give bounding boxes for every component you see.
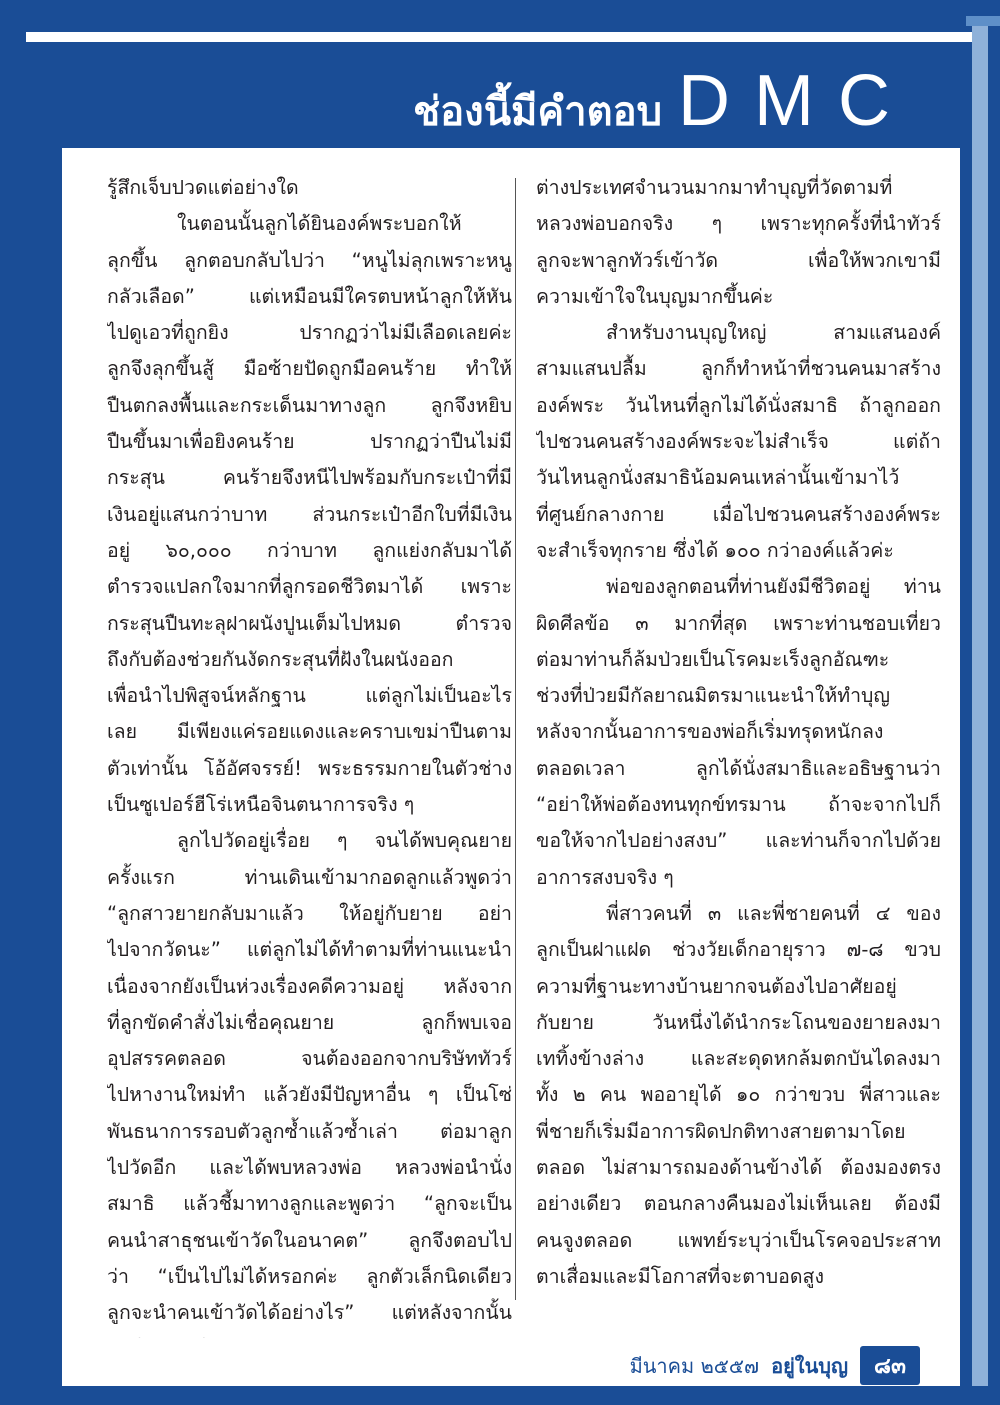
article-line: เททิ้งข้างล่าง และสะดุดหกล้มตกบันไดลงมา: [536, 1047, 941, 1071]
article-line: ตำรวจแปลกใจมากที่ลูกรอดชีวิตมาได้ เพราะ: [107, 575, 512, 599]
article-line: ความที่ฐานะทางบ้านยากจนต้องไปอาศัยอยู่: [536, 974, 897, 998]
footer-date: มีนาคม ๒๕๕๗: [629, 1353, 760, 1378]
article-line: ตลอดเวลา ลูกได้นั่งสมาธิและอธิษฐานว่า: [536, 756, 941, 780]
article-line: ลูกจึงลุกขึ้นสู้ มือซ้ายปัดถูกมือคนร้าย ทำให้: [107, 357, 512, 381]
article-line: เนื่องจากยังเป็นห่วงเรื่องคดีความอยู่ หลังจาก: [107, 974, 512, 998]
article-line: วันไหนลูกนั่งสมาธิน้อมคนเหล่านั้นเข้ามาไว้: [536, 466, 900, 490]
article-line: ไปวัดอีก และได้พบหลวงพ่อ หลวงพ่อนำนั่ง: [107, 1156, 512, 1180]
article-line: ลูกไปวัดอยู่เรื่อย ๆ จนได้พบคุณยาย: [177, 829, 512, 853]
article-line: ไปชวนคนสร้างองค์พระจะไม่สำเร็จ แต่ถ้า: [536, 430, 941, 454]
column-divider: [515, 178, 516, 1300]
article-line: ช่วงที่ป่วยมีกัลยาณมิตรมาแนะนำให้ทำบุญ: [536, 684, 891, 708]
article-line: “อย่าให้พ่อต้องทนทุกข์ทรมาน ถ้าจะจากไปก็: [536, 793, 941, 817]
left-border: [0, 0, 62, 1405]
article-line: คนนำสาธุชนเข้าวัดในอนาคต” ลูกจึงตอบไป: [107, 1228, 512, 1252]
page-number: ๘๓: [860, 1346, 920, 1385]
article-line: อยู่ ๖๐,๐๐๐ กว่าบาท ลูกแย่งกลับมาได้: [107, 538, 512, 562]
article-line: เพื่อนำไปพิสูจน์หลักฐาน แต่ลูกไม่เป็นอะไร: [107, 684, 512, 708]
section-title-dmc: DMC: [678, 61, 914, 141]
article-line: ปืนตกลงพื้นและกระเด็นมาทางลูก ลูกจึงหยิบ: [107, 393, 512, 417]
article-line: เลย มีเพียงแค่รอยแดงและคราบเขม่าปืนตาม: [107, 720, 512, 744]
page-footer: [630, 1346, 920, 1385]
article-line: ตลอด ไม่สามารถมองด้านข้างได้ ต้องมองตรง: [536, 1156, 941, 1180]
article-line: กระสุนปืนทะลุฝาผนังปูนเต็มไปหมด ตำรวจ: [107, 611, 512, 635]
article-line: สามแสนปลื้ม ลูกก็ทำหน้าที่ชวนคนมาสร้าง: [536, 357, 941, 381]
header-rule: [26, 32, 972, 42]
article-line: ลูกเป็นฝาแฝด ช่วงวัยเด็กอายุราว ๗-๘ ขวบ: [536, 938, 941, 962]
article-line: เงินอยู่แสนกว่าบาท ส่วนกระเป๋าอีกใบที่มีเงิน: [107, 502, 512, 526]
section-title-thai: ช่องนี้มีคำตอบ: [413, 89, 663, 135]
article-line: ที่ลูกขัดคำสั่งไม่เชื่อคุณยาย ลูกก็พบเจอ: [107, 1010, 512, 1034]
article-line: ว่า “เป็นไปไม่ได้หรอกค่ะ ลูกตัวเล็กนิดเดียว: [107, 1264, 512, 1288]
header-rule-accent: [966, 16, 1000, 26]
article-line: สมาธิ แล้วชี้มาทางลูกและพูดว่า “ลูกจะเป็น: [107, 1192, 512, 1216]
bottom-border: [0, 1386, 1000, 1405]
article-line: ต่อมาท่านก็ล้มป่วยเป็นโรคมะเร็งลูกอัณฑะ: [536, 647, 890, 671]
article-line: ขอให้จากไปอย่างสงบ” และท่านก็จากไปด้วย: [536, 829, 941, 853]
article-line: พี่ชายก็เริ่มมีอาการผิดปกติทางสายตามาโดย: [536, 1119, 906, 1143]
article-line: ไปจากวัดนะ” แต่ลูกไม่ได้ทำตามที่ท่านแนะนำ: [107, 938, 512, 962]
right-border-accent: [972, 26, 988, 1405]
page-body: [62, 148, 960, 1338]
article-line: องค์พระ วันไหนที่ลูกไม่ได้นั่งสมาธิ ถ้าลูกออก: [536, 393, 941, 417]
footer-magazine-name: อยู่ในบุญ: [771, 1353, 848, 1378]
article-line: จะสำเร็จทุกราย ซึ่งได้ ๑๐๐ กว่าองค์แล้วค่ะ: [536, 538, 894, 562]
article-line: กลัวเลือด” แต่เหมือนมีใครตบหน้าลูกให้หัน: [107, 284, 512, 308]
article-line: กับยาย วันหนึ่งได้นำกระโถนของยายลงมา: [536, 1010, 941, 1034]
article-line: สำหรับงานบุญใหญ่ สามแสนองค์: [606, 321, 941, 345]
article-line: พันธนาการรอบตัวลูกซ้ำแล้วซ้ำเล่า ต่อมาลูก: [107, 1119, 512, 1143]
article-line: หลวงพ่อบอกจริง ๆ เพราะทุกครั้งที่นำทัวร์: [536, 212, 941, 236]
article-line: ไปดูเอวที่ถูกยิง ปรากฏว่าไม่มีเลือดเลยค่ะ: [107, 321, 512, 345]
article-line: กระสุน คนร้ายจึงหนีไปพร้อมกับกระเป๋าที่มี: [107, 466, 512, 490]
article-line: ถึงกับต้องช่วยกันงัดกระสุนที่ฝังในผนังออก: [107, 647, 454, 671]
article-line: ไปหางานใหม่ทำ แล้วยังมีปัญหาอื่น ๆ เป็นโซ่: [107, 1083, 512, 1107]
article-line: ในตอนนั้นลูกได้ยินองค์พระบอกให้: [177, 212, 462, 236]
article-line: ลุกขึ้น ลูกตอบกลับไปว่า “หนูไม่ลุกเพราะหนู: [107, 248, 512, 272]
article-line: ครั้งแรก ท่านเดินเข้ามากอดลูกแล้วพูดว่า: [107, 865, 512, 889]
article-line: เป็นซูเปอร์ฮีโร่เหนือจินตนาการจริง ๆ: [107, 793, 415, 817]
article-line: ปืนขึ้นมาเพื่อยิงคนร้าย ปรากฏว่าปืนไม่มี: [107, 430, 512, 454]
article-line: อาการสงบจริง ๆ: [536, 865, 674, 889]
article-line: อย่างเดียว ตอนกลางคืนมองไม่เห็นเลย ต้องมี: [536, 1192, 941, 1216]
article-line: พ่อของลูกตอนที่ท่านยังมีชีวิตอยู่ ท่าน: [606, 575, 941, 599]
article-line: อุปสรรคตลอด จนต้องออกจากบริษัททัวร์: [107, 1047, 512, 1071]
article-line: ต่างประเทศจำนวนมากมาทำบุญที่วัดตามที่: [536, 176, 893, 199]
article-line: ความเข้าใจในบุญมากขึ้นค่ะ: [536, 284, 774, 308]
article-line: ผิดศีลข้อ ๓ มากที่สุด เพราะท่านชอบเที่ยว: [536, 611, 941, 635]
article-line: ลูกจะนำคนเข้าวัดได้อย่างไร” แต่หลังจากนั้น: [107, 1301, 512, 1325]
section-title: [413, 60, 914, 140]
article-line: คนจูงตลอด แพทย์ระบุว่าเป็นโรคจอประสาท: [536, 1228, 941, 1252]
article-column-right: [536, 170, 941, 1295]
article-column-left: [107, 170, 512, 1368]
article-line: ตัวเท่านั้น โอ้อัศจรรย์! พระธรรมกายในตัวช่าง: [107, 756, 512, 780]
article-line: หลังจากนั้นอาการของพ่อก็เริ่มทรุดหนักลง: [536, 720, 884, 744]
article-line: “ลูกสาวยายกลับมาแล้ว ให้อยู่กับยาย อย่า: [107, 901, 512, 925]
article-line: ลูกจะพาลูกทัวร์เข้าวัด เพื่อให้พวกเขามี: [536, 248, 941, 272]
article-line: พี่สาวคนที่ ๓ และพี่ชายคนที่ ๔ ของ: [606, 901, 941, 925]
article-line: ทั้ง ๒ คน พออายุได้ ๑๐ กว่าขวบ พี่สาวและ: [536, 1083, 941, 1107]
article-line: ตาเสื่อมและมีโอกาสที่จะตาบอดสูง: [536, 1264, 824, 1288]
article-line: รู้สึกเจ็บปวดแต่อย่างใด: [107, 176, 299, 199]
article-line: ที่ศูนย์กลางกาย เมื่อไปชวนคนสร้างองค์พระ: [536, 502, 941, 526]
